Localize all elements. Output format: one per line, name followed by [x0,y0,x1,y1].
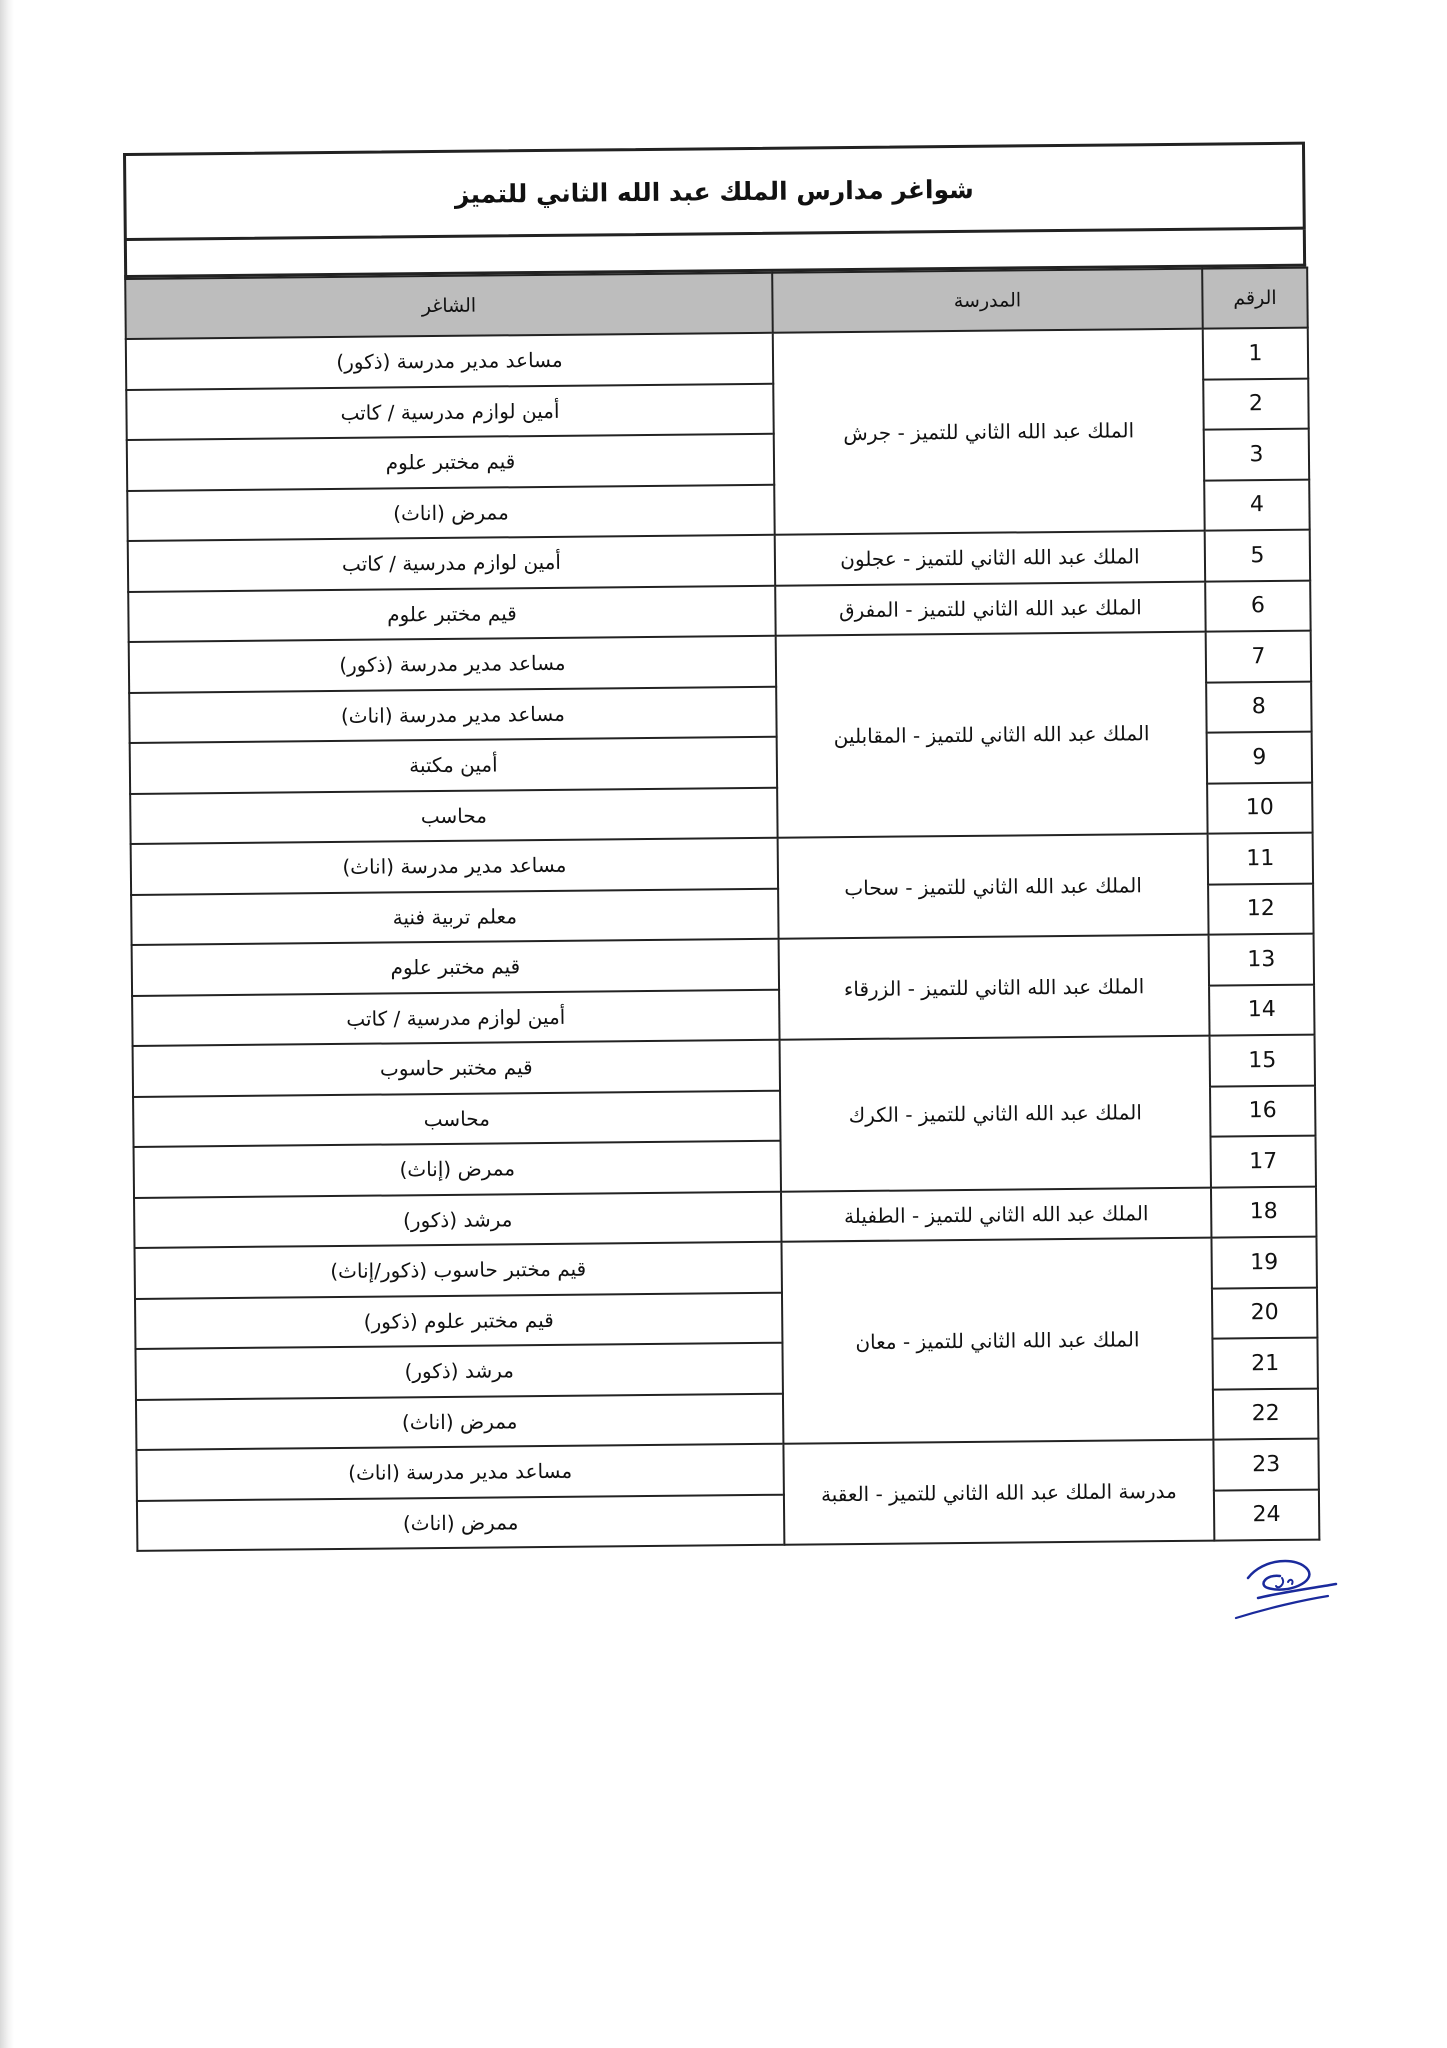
row-vacancy: مساعد مدير مدرسة (ذكور) [126,333,773,390]
row-number: 12 [1208,883,1313,935]
row-vacancy: محاسب [133,1090,780,1147]
table-body [126,328,1320,1551]
row-vacancy: قيم مختبر علوم [128,585,775,642]
table-row [132,934,1314,996]
row-number: 11 [1208,833,1313,885]
row-vacancy: ممرض (اناث) [127,484,774,541]
row-school: الملك عبد الله الثاني للتميز - المفرق [775,581,1205,636]
row-number: 22 [1213,1388,1318,1440]
row-school: الملك عبد الله الثاني للتميز - الطفيلة [781,1187,1211,1242]
row-number: 3 [1204,429,1309,481]
row-school: الملك عبد الله الثاني للتميز - جرش [773,329,1205,535]
row-number: 20 [1212,1287,1317,1339]
row-vacancy: قيم مختبر علوم [127,434,774,491]
row-number: 14 [1209,984,1314,1036]
row-number: 24 [1214,1489,1319,1541]
row-vacancy: مساعد مدير مدرسة (ذكور) [129,636,776,693]
header-vacancy: الشاغر [125,273,773,339]
row-vacancy: مساعد مدير مدرسة (اناث) [131,838,778,895]
header-school: المدرسة [772,269,1203,333]
row-number: 4 [1204,479,1309,531]
page-title: شواغر مدارس الملك عبد الله الثاني للتميز [454,174,974,209]
table-row [126,328,1308,390]
row-vacancy: مرشد (ذكور) [135,1343,782,1400]
row-number: 8 [1206,681,1311,733]
row-vacancy: مساعد مدير مدرسة (اناث) [129,686,776,743]
row-number: 18 [1211,1186,1316,1238]
row-vacancy: أمين مكتبة [130,737,777,794]
row-vacancy: قيم مختبر حاسوب [133,1040,780,1097]
row-vacancy: مرشد (ذكور) [134,1191,781,1248]
vacancies-sheet [123,142,1318,1552]
row-vacancy: مساعد مدير مدرسة (اناث) [136,1444,783,1501]
row-vacancy: أمين لوازم مدرسية / كاتب [128,535,775,592]
row-school: الملك عبد الله الثاني للتميز - عجلون [775,531,1205,586]
row-number: 9 [1207,732,1312,784]
table-row [136,1439,1318,1501]
row-number: 5 [1205,530,1310,582]
vacancies-table [124,267,1320,1552]
handwritten-signature-icon [1228,1548,1338,1628]
row-vacancy: ممرض (اناث) [136,1393,783,1450]
row-number: 17 [1210,1136,1315,1188]
header-number: الرقم [1202,268,1308,329]
row-school: الملك عبد الله الثاني للتميز - معان [781,1238,1213,1444]
table-row [131,833,1313,895]
row-number: 1 [1203,328,1308,380]
row-number: 7 [1206,631,1311,683]
row-number: 19 [1211,1237,1316,1289]
row-vacancy: ممرض (اناث) [137,1494,784,1551]
row-number: 6 [1205,580,1310,632]
row-number: 15 [1210,1035,1315,1087]
row-number: 13 [1209,934,1314,986]
row-vacancy: ممرض (إناث) [134,1141,781,1198]
row-school: الملك عبد الله الثاني للتميز - الكرك [780,1036,1211,1192]
table-row [129,631,1311,693]
row-vacancy: محاسب [130,787,777,844]
row-vacancy: قيم مختبر حاسوب (ذكور/إناث) [135,1242,782,1299]
table-row [135,1237,1317,1299]
row-vacancy: معلم تربية فنية [131,888,778,945]
page-edge-shadow [0,0,14,2048]
row-vacancy: قيم مختبر علوم (ذكور) [135,1292,782,1349]
row-school: الملك عبد الله الثاني للتميز - المقابلين [776,632,1208,838]
row-vacancy: أمين لوازم مدرسية / كاتب [126,383,773,440]
row-school: الملك عبد الله الثاني للتميز - سحاب [778,834,1209,939]
row-number: 10 [1207,782,1312,834]
row-number: 23 [1213,1439,1318,1491]
row-number: 16 [1210,1085,1315,1137]
row-school: مدرسة الملك عبد الله الثاني للتميز - العقبة [783,1440,1214,1545]
table-row [133,1035,1315,1097]
table-header-row [125,268,1308,339]
row-number: 21 [1212,1338,1317,1390]
row-number: 2 [1203,378,1308,430]
title-box [123,142,1306,241]
row-vacancy: أمين لوازم مدرسية / كاتب [132,989,779,1046]
row-vacancy: قيم مختبر علوم [132,939,779,996]
row-school: الملك عبد الله الثاني للتميز - الزرقاء [779,935,1210,1040]
